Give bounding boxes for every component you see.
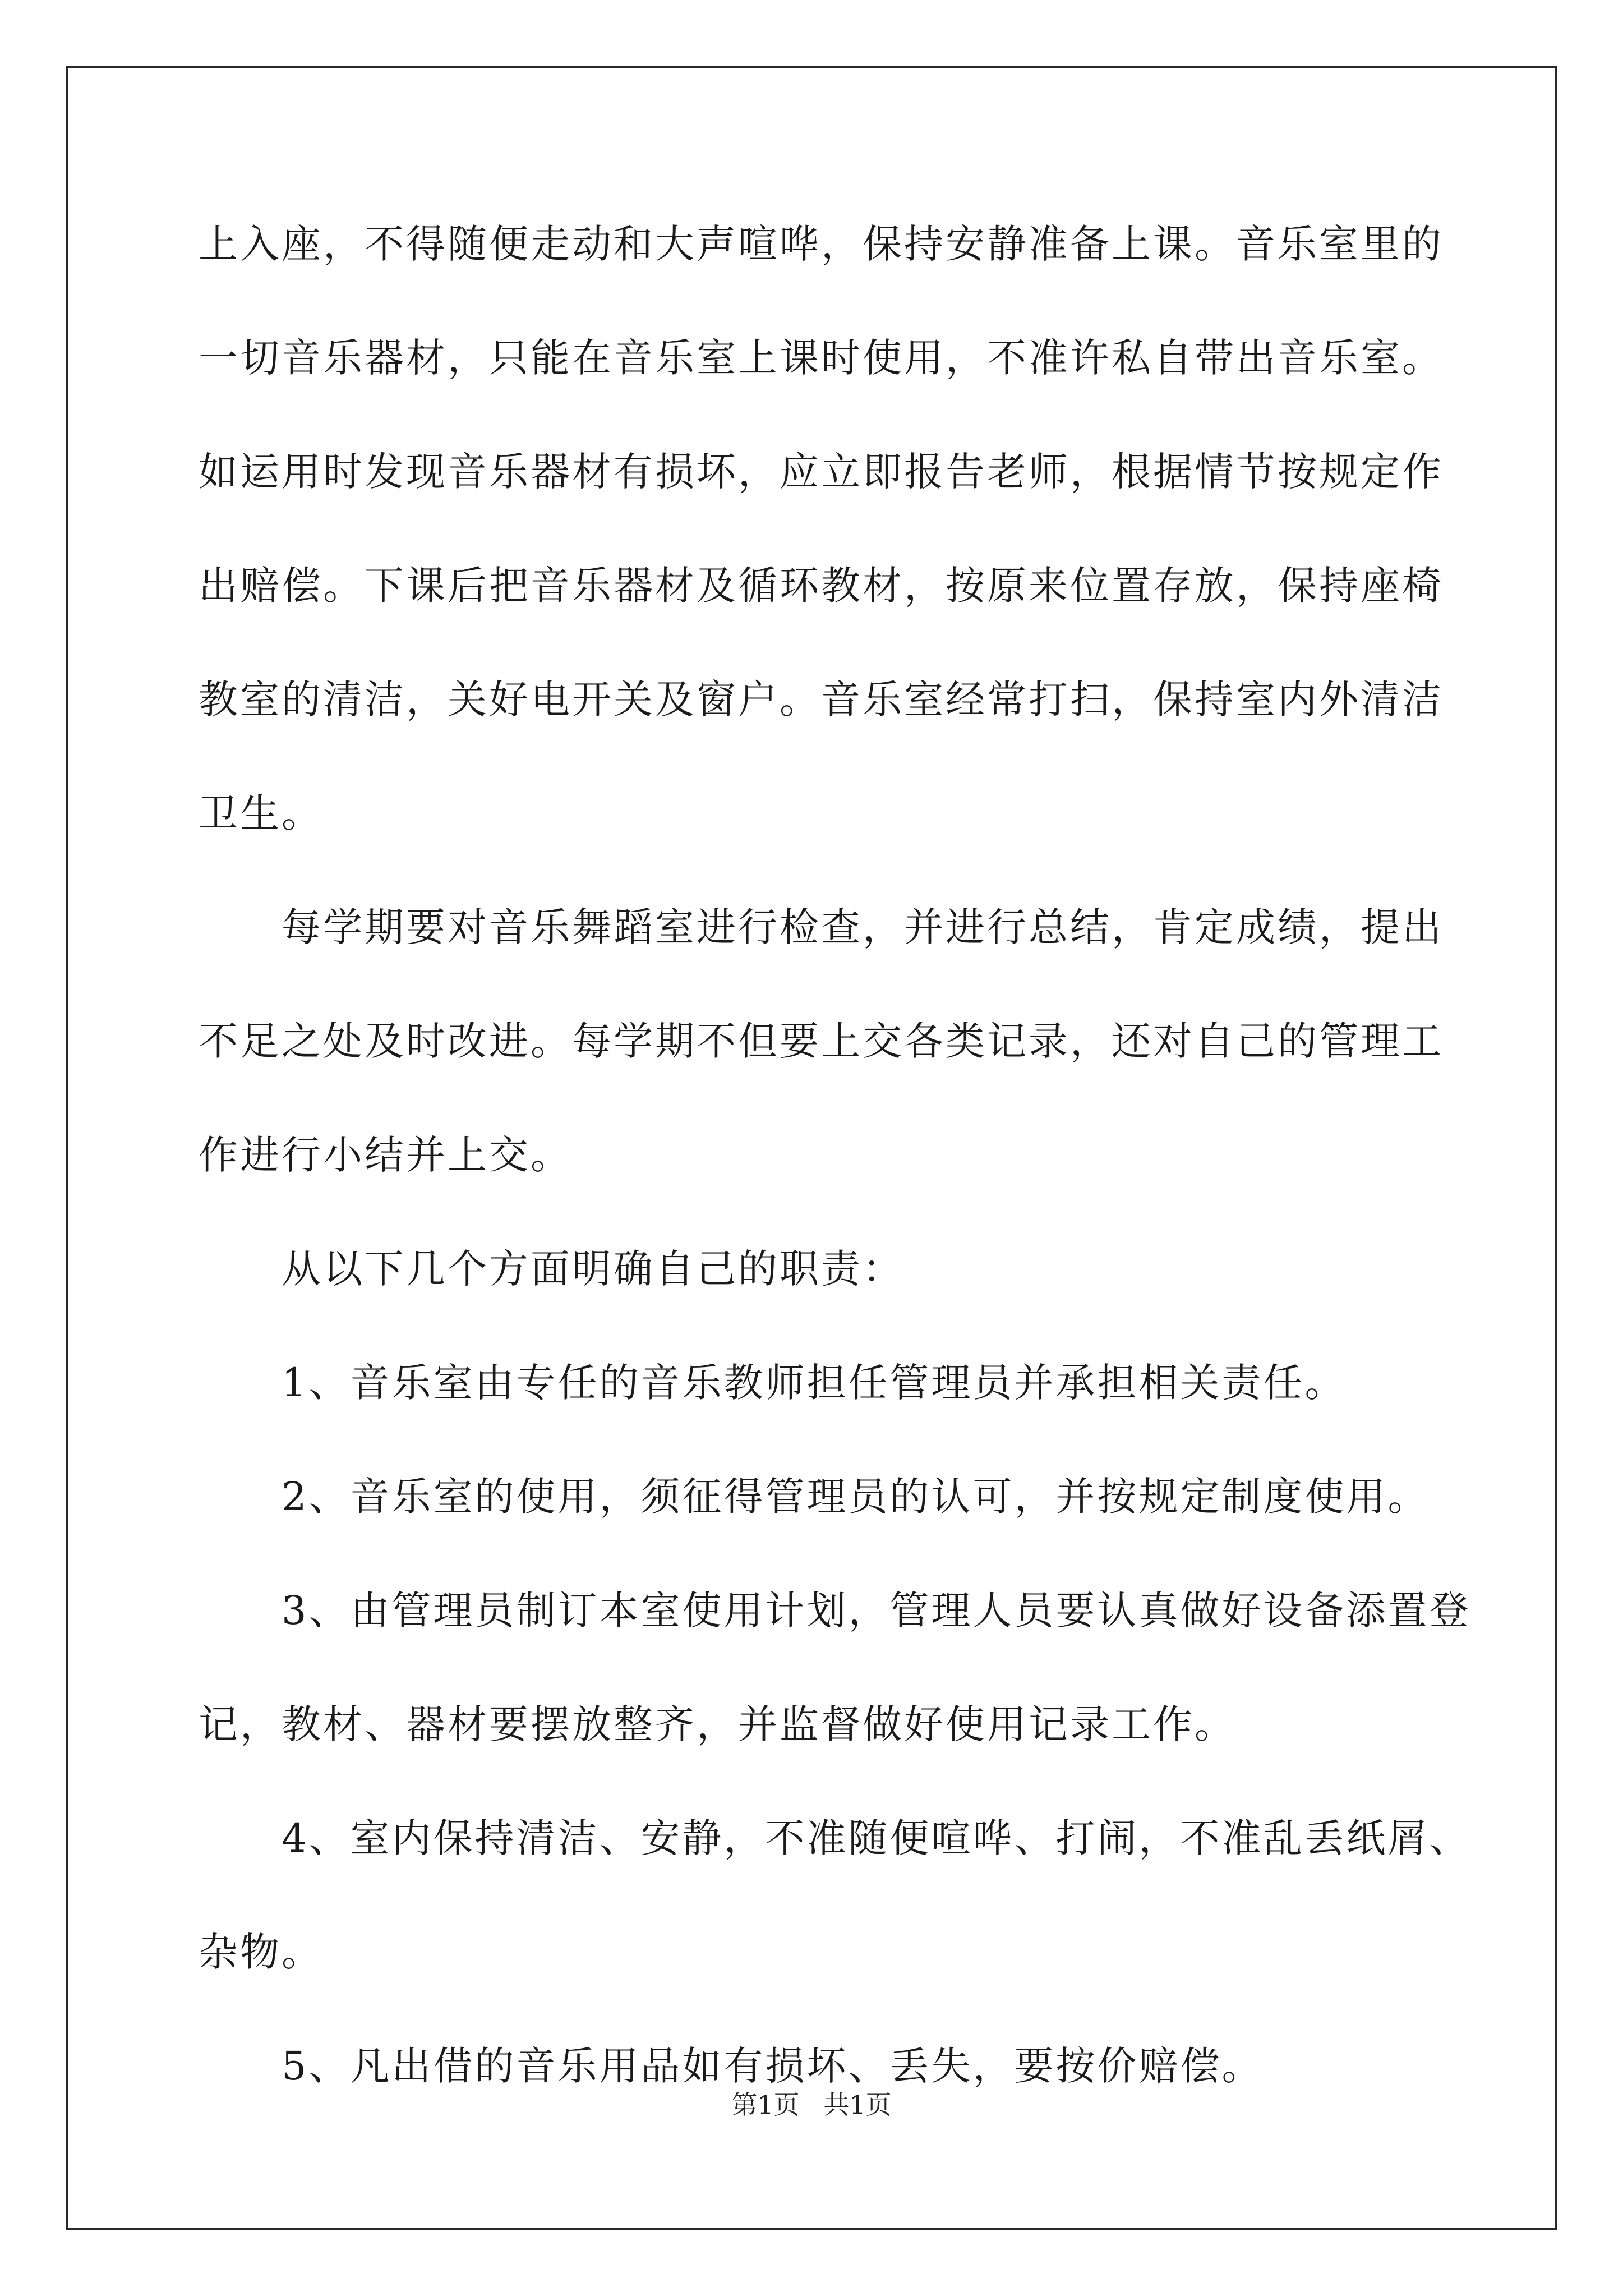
text-line: 不足之处及时改进。每学期不但要上交各类记录，还对自己的管理工	[199, 1018, 1444, 1064]
text-line: 如运用时发现音乐器材有损坏，应立即报告老师，根据情节按规定作	[199, 449, 1444, 495]
text-line: 2、音乐室的使用，须征得管理员的认可，并按规定制度使用。	[199, 1474, 1430, 1520]
text-line: 记，教材、器材要摆放整齐，并监督做好使用记录工作。	[199, 1701, 1236, 1747]
text-line: 一切音乐器材，只能在音乐室上课时使用，不准许私自带出音乐室。	[199, 335, 1444, 381]
page-number: 第1页	[731, 2090, 800, 2120]
text-line: 杂物。	[199, 1929, 323, 1975]
text-line: 教室的清洁，关好电开关及窗户。音乐室经常打扫，保持室内外清洁	[199, 677, 1444, 723]
text-line: 卫生。	[199, 790, 323, 836]
text-line: 4、室内保持清洁、安静，不准随便喧哗、打闹，不准乱丢纸屑、	[199, 1815, 1471, 1861]
text-line: 5、凡出借的音乐用品如有损坏、丢失，要按价赔偿。	[199, 2043, 1264, 2089]
text-line: 3、由管理员制订本室使用计划，管理人员要认真做好设备添置登	[199, 1588, 1471, 1634]
text-line: 1、音乐室由专任的音乐教师担任管理员并承担相关责任。	[199, 1360, 1347, 1406]
page-footer	[0, 2085, 1623, 2122]
text-line: 从以下几个方面明确自己的职责：	[199, 1246, 904, 1292]
text-line: 上入座，不得随便走动和大声喧哗，保持安静准备上课。音乐室里的	[199, 221, 1444, 267]
text-line: 出赔偿。下课后把音乐器材及循环教材，按原来位置存放，保持座椅	[199, 563, 1444, 609]
text-line: 每学期要对音乐舞蹈室进行检查，并进行总结，肯定成绩，提出	[199, 904, 1444, 950]
text-line: 作进行小结并上交。	[199, 1132, 572, 1178]
page-total: 共1页	[823, 2090, 892, 2120]
